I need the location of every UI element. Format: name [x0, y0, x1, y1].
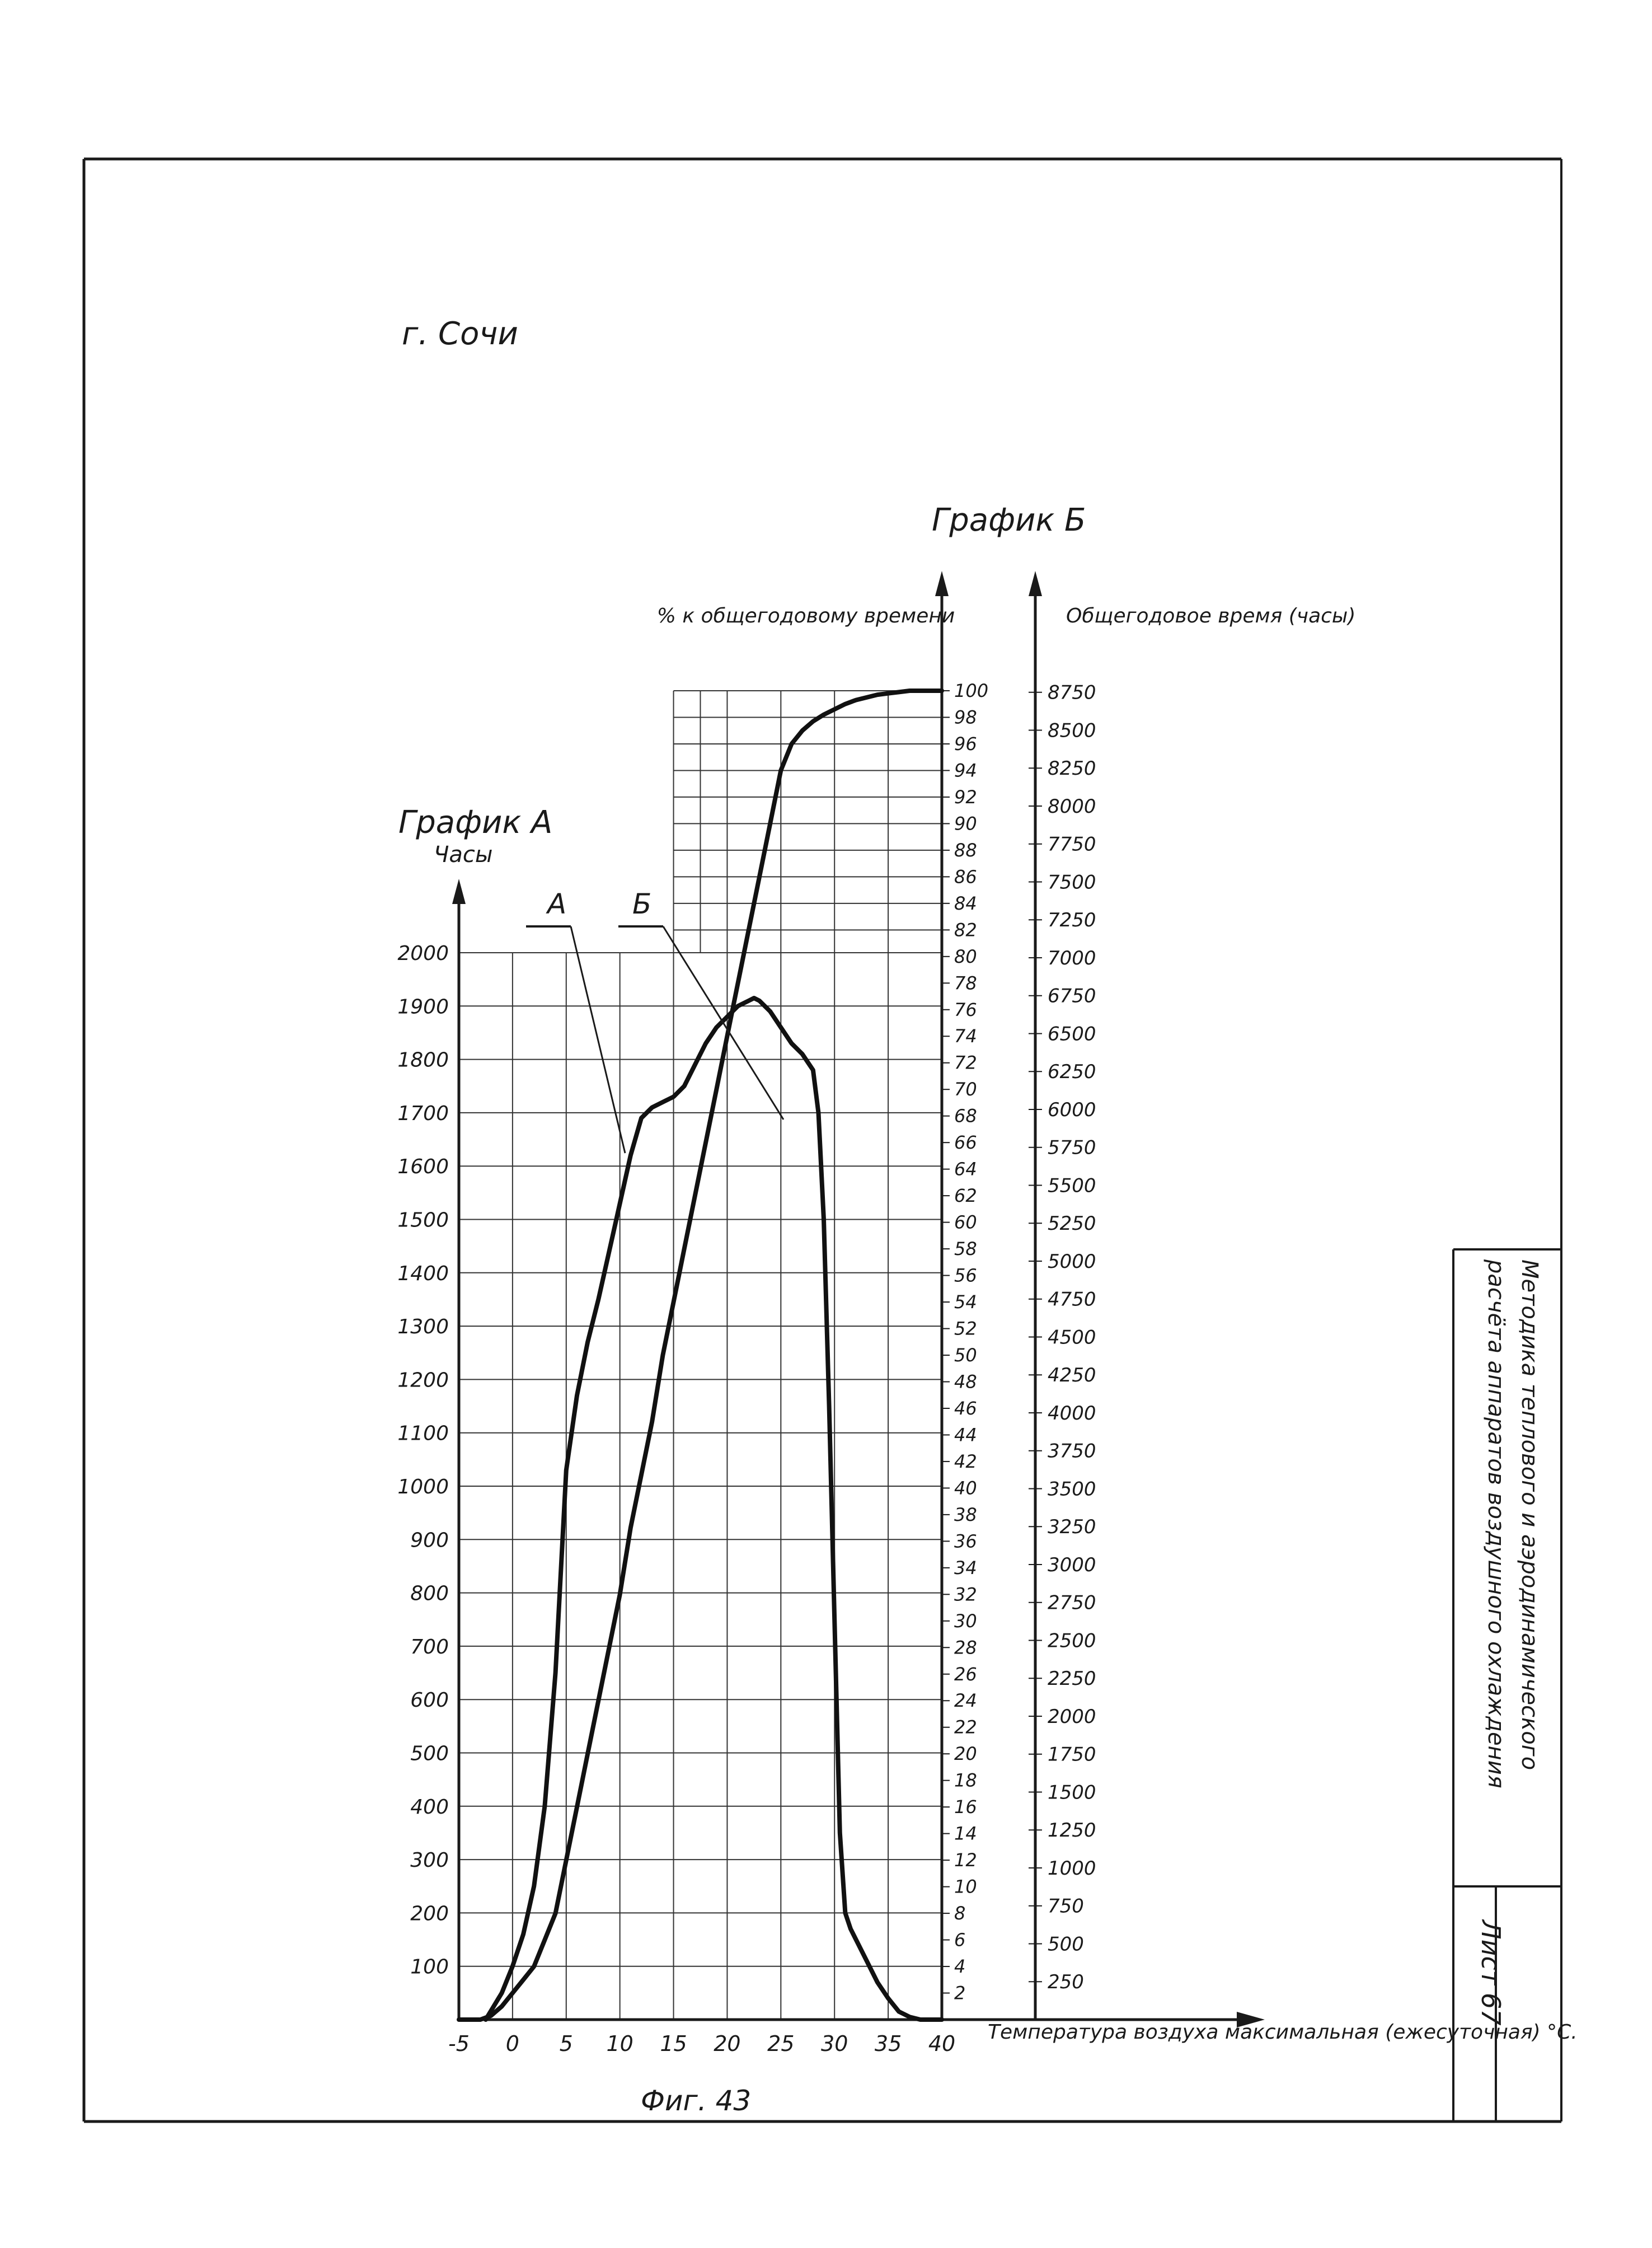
chart-a-y-axis-arrow	[452, 879, 466, 904]
chart-a-y-tick-label: 400	[410, 1795, 449, 1819]
curve-label-b-text: Б	[632, 888, 652, 920]
percent-tick-label: 62	[954, 1185, 977, 1207]
percent-tick-label: 28	[954, 1637, 977, 1659]
hours-tick-label: 500	[1048, 1933, 1084, 1956]
percent-tick-label: 64	[954, 1158, 977, 1180]
hours-tick-label: 4750	[1048, 1288, 1096, 1311]
percent-tick-label: 26	[954, 1663, 977, 1685]
x-axis-title	[988, 2021, 1578, 2044]
hours-tick-label: 4250	[1048, 1364, 1096, 1387]
chart-a-y-tick-label: 800	[410, 1582, 449, 1605]
percent-tick-label: 16	[954, 1796, 977, 1818]
percent-tick-label: 6	[954, 1929, 966, 1951]
x-tick-label: -5	[448, 2031, 470, 2056]
percent-tick-label: 34	[954, 1557, 977, 1579]
percent-tick-label: 54	[954, 1291, 977, 1313]
percent-axis-title-text: % к общегодовому времени	[656, 605, 955, 627]
hours-tick-label: 5000	[1048, 1250, 1096, 1273]
hours-tick-label: 6750	[1048, 985, 1096, 1008]
chart-a-y-tick-label: 200	[410, 1902, 449, 1926]
percent-axis-title	[657, 605, 955, 627]
chart-a-title: График А	[398, 804, 553, 841]
x-tick-label: 10	[606, 2031, 633, 2056]
hours-tick-label: 7250	[1048, 909, 1096, 932]
percent-tick-label: 74	[954, 1025, 977, 1047]
curve-label-a-leader	[571, 926, 625, 1153]
hours-tick-label: 8250	[1048, 757, 1096, 780]
hours-axis-title-text: Общегодовое время (часы)	[1066, 605, 1356, 627]
percent-tick-label: 82	[954, 919, 977, 941]
chart-a-y-tick-label: 1600	[397, 1155, 449, 1179]
percent-tick-label: 94	[954, 760, 977, 781]
percent-tick-label: 14	[954, 1823, 977, 1844]
hours-tick-label: 750	[1048, 1895, 1084, 1918]
percent-tick-label: 24	[954, 1690, 977, 1712]
hours-tick-label: 4000	[1048, 1402, 1096, 1425]
chart-a-y-tick-label: 500	[410, 1742, 449, 1765]
hours-tick-label: 2750	[1048, 1591, 1096, 1614]
hours-tick-label: 6000	[1048, 1098, 1096, 1121]
percent-tick-label: 2	[954, 1982, 966, 2004]
chart-a-y-tick-label: 1900	[397, 995, 449, 1019]
percent-tick-label: 42	[954, 1450, 977, 1472]
series-a-curve	[486, 998, 942, 2020]
percent-tick-label: 30	[954, 1610, 977, 1632]
side-title-line1: Методика теплового и аэродинамического	[1517, 1259, 1542, 1771]
chart-a-y-tick-label: 600	[410, 1689, 449, 1712]
chart-b-title: График Б	[932, 502, 1086, 538]
hours-tick-label: 1000	[1048, 1857, 1096, 1880]
x-tick-label: 15	[660, 2031, 687, 2056]
percent-tick-label: 92	[954, 786, 977, 808]
hours-tick-label: 8000	[1048, 795, 1096, 818]
hours-tick-label: 3500	[1048, 1478, 1096, 1501]
hours-tick-label: 5500	[1048, 1174, 1096, 1197]
percent-tick-label: 76	[954, 999, 977, 1020]
percent-tick-label: 50	[954, 1345, 977, 1366]
sheet-label: Лист	[1476, 1920, 1506, 1985]
x-tick-label: 35	[874, 2031, 902, 2056]
chart-a-y-tick-label: 1800	[397, 1048, 449, 1072]
percent-tick-label: 10	[954, 1876, 977, 1898]
percent-tick-label: 100	[954, 680, 989, 701]
percent-tick-label: 20	[954, 1743, 977, 1765]
hours-tick-label: 3250	[1048, 1516, 1096, 1539]
hours-tick-label: 250	[1048, 1971, 1084, 1994]
percent-tick-label: 22	[954, 1716, 977, 1738]
hours-tick-label: 1250	[1048, 1819, 1096, 1842]
chart-a-y-tick-label: 1400	[397, 1262, 449, 1285]
chart-a-y-tick-label: 100	[410, 1955, 449, 1979]
x-tick-label: 30	[821, 2031, 848, 2056]
curve-label-a-text: А	[547, 888, 567, 920]
city-title: г. Сочи	[402, 316, 518, 352]
chart-a-y-tick-label: 1000	[397, 1476, 449, 1498]
hours-tick-label: 2000	[1048, 1705, 1096, 1728]
hours-tick-label: 4500	[1048, 1326, 1096, 1349]
percent-tick-label: 72	[954, 1052, 977, 1074]
percent-tick-label: 96	[954, 733, 977, 755]
hours-tick-label: 1500	[1048, 1781, 1096, 1804]
percent-tick-label: 88	[954, 839, 977, 861]
percent-tick-label: 40	[954, 1477, 977, 1499]
percent-tick-label: 70	[954, 1079, 977, 1100]
hours-tick-label: 5250	[1048, 1212, 1096, 1235]
percent-tick-label: 66	[954, 1132, 977, 1154]
percent-tick-label: 36	[954, 1530, 977, 1552]
percent-tick-label: 52	[954, 1318, 977, 1340]
chart-b-hours-axis-arrow	[1029, 571, 1042, 596]
percent-tick-label: 12	[954, 1849, 977, 1871]
chart-a-y-tick-label: 1300	[397, 1315, 449, 1339]
hours-tick-label: 2250	[1048, 1668, 1096, 1690]
chart-a-y-tick-label: 1200	[397, 1369, 449, 1392]
percent-tick-label: 18	[954, 1769, 977, 1791]
hours-tick-label: 8500	[1048, 719, 1096, 742]
hours-tick-label: 2500	[1048, 1629, 1096, 1652]
chart-a-y-tick-label: 1100	[397, 1422, 449, 1445]
chart-tick-labels	[397, 680, 1096, 2056]
hours-tick-label: 7750	[1048, 833, 1096, 856]
percent-tick-label: 8	[954, 1903, 966, 1924]
x-tick-label: 0	[505, 2031, 519, 2056]
chart-a-y-tick-label: 1500	[397, 1209, 449, 1232]
x-tick-label: 20	[714, 2031, 741, 2056]
hours-tick-label: 8750	[1048, 681, 1096, 704]
x-axis-title-text: Температура воздуха максимальная (ежесуточная) °С.	[988, 2021, 1578, 2044]
percent-tick-label: 80	[954, 945, 977, 967]
chart-a-y-tick-label: 300	[410, 1849, 449, 1872]
percent-tick-label: 38	[954, 1504, 977, 1525]
percent-tick-label: 78	[954, 972, 977, 994]
percent-tick-label: 84	[954, 892, 977, 914]
chart-a-y-tick-label: 2000	[397, 942, 449, 965]
chart-axes	[452, 571, 1265, 2027]
percent-tick-label: 48	[954, 1371, 977, 1393]
percent-tick-label: 44	[954, 1424, 977, 1446]
percent-tick-label: 56	[954, 1264, 977, 1286]
sheet-number: 67	[1476, 1993, 1506, 2026]
hours-tick-label: 5750	[1048, 1136, 1096, 1159]
sheet-number-block	[1476, 1919, 1506, 2026]
chart-grid	[459, 691, 942, 2020]
hours-tick-label: 6500	[1048, 1023, 1096, 1046]
hours-tick-label: 3750	[1048, 1440, 1096, 1463]
percent-tick-label: 46	[954, 1397, 977, 1419]
percent-tick-label: 90	[954, 813, 977, 835]
percent-tick-label: 58	[954, 1238, 977, 1260]
hours-tick-label: 3000	[1048, 1553, 1096, 1576]
x-tick-label: 5	[559, 2031, 573, 2056]
x-tick-label: 25	[767, 2031, 795, 2056]
percent-tick-label: 4	[954, 1956, 966, 1978]
chart-a-ylabel: Часы	[434, 842, 493, 868]
hours-tick-label: 1750	[1048, 1743, 1096, 1766]
hours-tick-label: 7500	[1048, 871, 1096, 894]
x-tick-label: 40	[928, 2031, 956, 2056]
percent-tick-label: 68	[954, 1105, 977, 1127]
chart-a-y-tick-label: 1700	[397, 1102, 449, 1125]
percent-tick-label: 60	[954, 1211, 977, 1233]
percent-tick-label: 98	[954, 706, 977, 728]
percent-tick-label: 32	[954, 1584, 977, 1605]
chart-b-percent-axis-arrow	[935, 571, 949, 596]
percent-tick-label: 86	[954, 866, 977, 888]
side-title-line2: расчёта аппаратов воздушного охлаждения	[1483, 1259, 1509, 1788]
hours-tick-label: 7000	[1048, 947, 1096, 970]
hours-tick-label: 6250	[1048, 1061, 1096, 1084]
hours-axis-title	[1066, 605, 1355, 627]
chart-a-y-tick-label: 900	[410, 1529, 449, 1552]
sheet-frame	[84, 159, 1561, 2121]
figure-caption: Фиг. 43	[641, 2085, 752, 2117]
chart-a-y-tick-label: 700	[410, 1635, 449, 1659]
